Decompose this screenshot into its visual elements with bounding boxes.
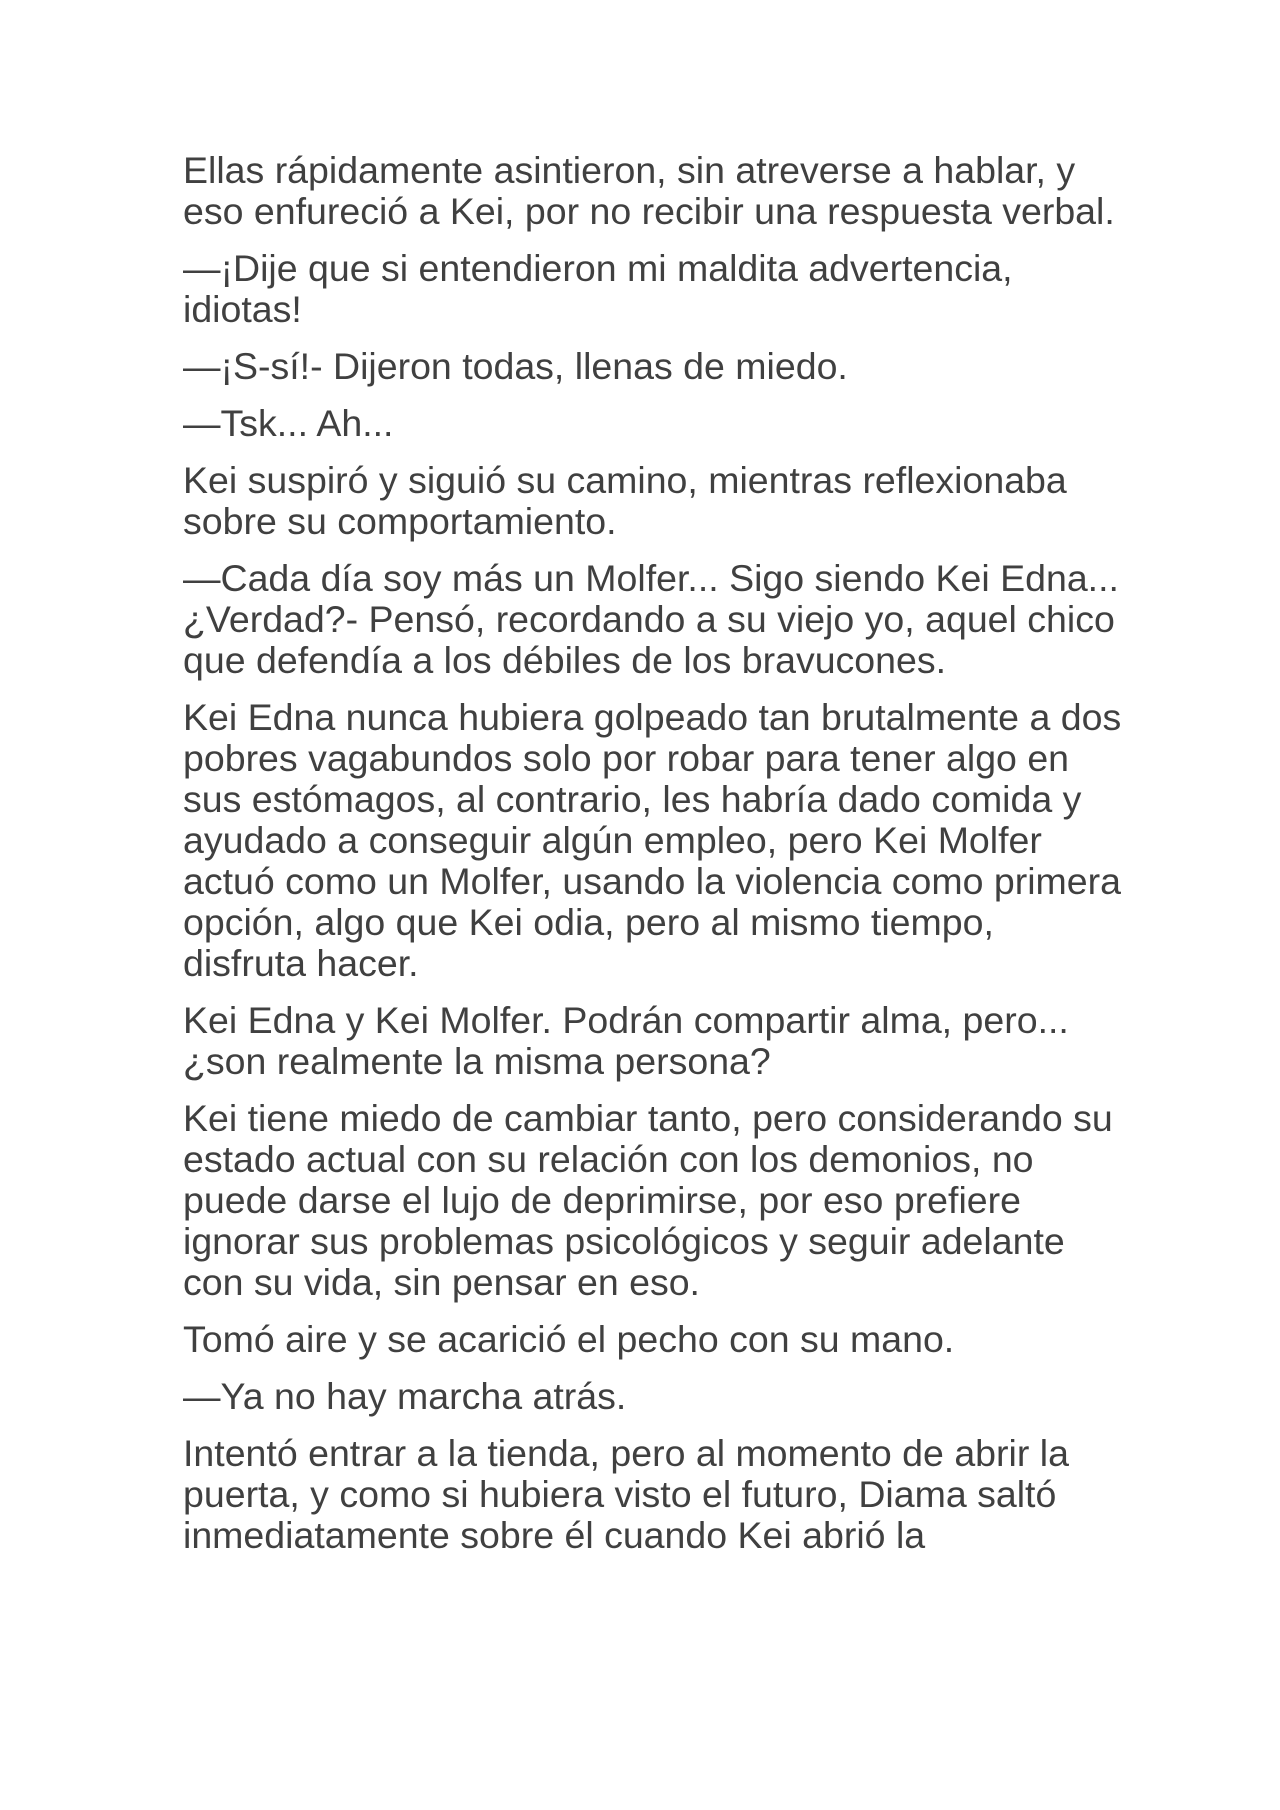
paragraph: Tomó aire y se acarició el pecho con su mano.	[183, 1318, 955, 1360]
paragraph: Kei suspiró y siguió su camino, mientras reflexionaba sobre su comportamiento.	[183, 459, 1067, 542]
paragraph: Kei Edna y Kei Molfer. Podrán compartir alma, pero... ¿son realmente la misma persona?	[183, 999, 1069, 1082]
paragraph: Kei Edna nunca hubiera golpeado tan brutalmente a dos pobres vagabundos solo por robar para tener algo en sus estómagos, al contrario, les habría dado comida y ayudado a conseguir algún empleo, pero Kei Molfer actuó como un Molfer, usando la violencia como primera opción, algo que Kei odia, pero al mismo tiempo, disfruta hacer.	[183, 696, 1122, 984]
paragraph: Kei tiene miedo de cambiar tanto, pero considerando su estado actual con su relación con los demonios, no puede darse el lujo de deprimirse, por eso prefiere ignorar sus problemas psicológicos y seguir adelante con su vida, sin pensar en eso.	[183, 1097, 1113, 1303]
dialogue-line: —¡S-sí!- Dijeron todas, llenas de miedo.	[183, 345, 848, 387]
dialogue-line: —Tsk... Ah...	[183, 402, 394, 444]
document-page	[183, 150, 1123, 1572]
paragraph: Intentó entrar a la tienda, pero al momento de abrir la puerta, y como si hubiera visto el futuro, Diama saltó inmediatamente sobre él cuando Kei abrió la	[183, 1432, 1069, 1556]
dialogue-line: —Cada día soy más un Molfer... Sigo siendo Kei Edna... ¿Verdad?- Pensó, recordando a su viejo yo, aquel chico que defendía a los débiles de los bravucones.	[183, 557, 1119, 681]
paragraph: Ellas rápidamente asintieron, sin atreverse a hablar, y eso enfureció a Kei, por no recibir una respuesta verbal.	[183, 149, 1115, 232]
dialogue-line: —Ya no hay marcha atrás.	[183, 1375, 627, 1417]
dialogue-line: —¡Dije que si entendieron mi maldita advertencia, idiotas!	[183, 247, 1013, 330]
